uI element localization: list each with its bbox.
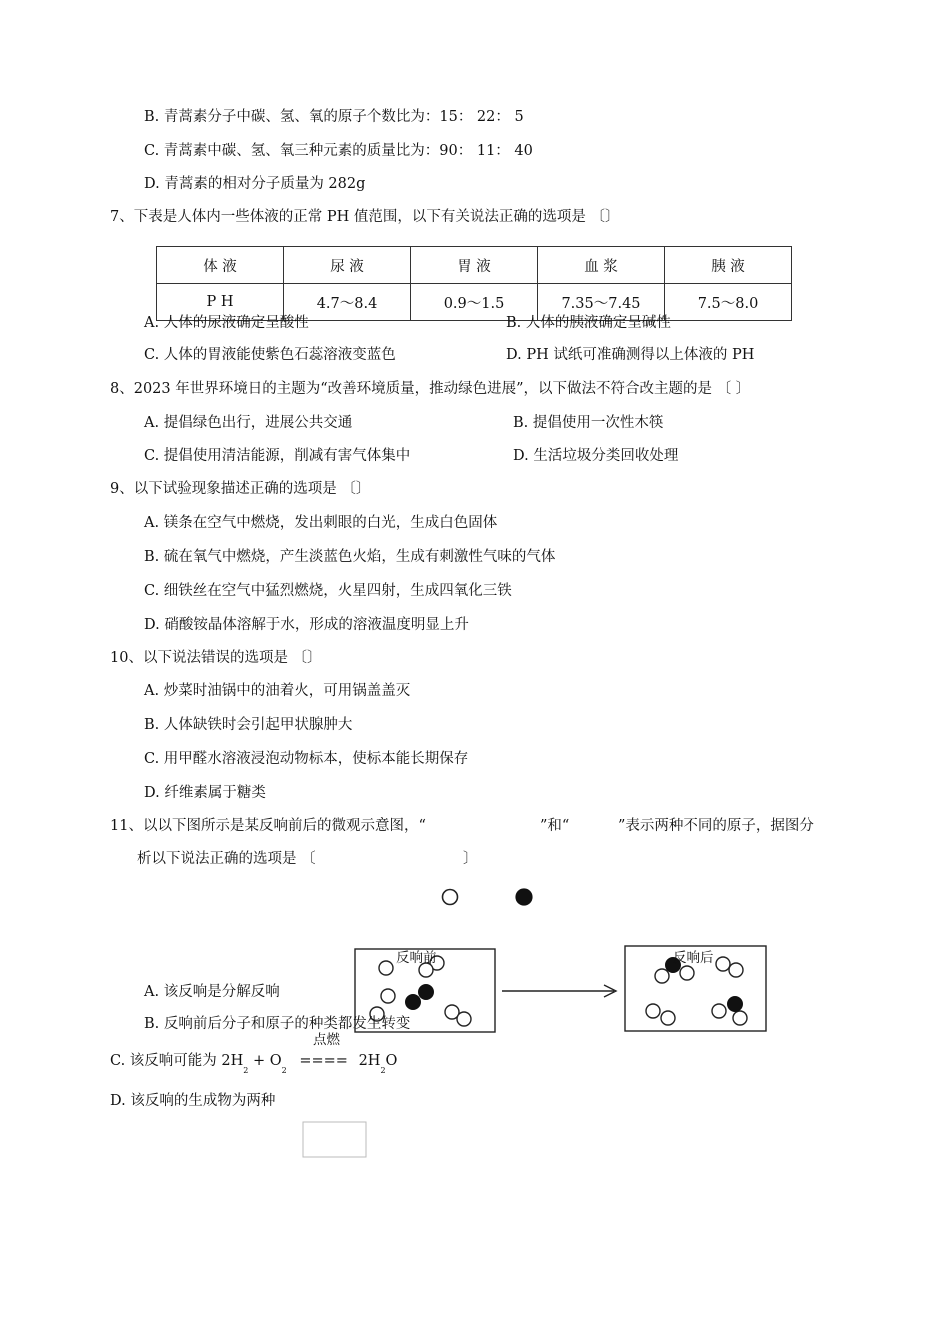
white-atom bbox=[646, 1004, 660, 1018]
white-atom bbox=[712, 1004, 726, 1018]
q8-option-b: B. 提倡使用一次性木筷 bbox=[513, 415, 664, 431]
white-atom bbox=[379, 961, 393, 975]
q11-option-b: B. 反响前后分子和原子的种类都发生转变 bbox=[144, 1016, 411, 1032]
q10-option-c: C. 用甲醛水溶液浸泡动物标本，使标本能长期保存 bbox=[144, 751, 469, 767]
q7-option-b: B. 人体的胰液确定呈碱性 bbox=[506, 315, 671, 331]
table-cell: P H bbox=[157, 284, 284, 321]
q9-option-b: B. 硫在氧气中燃烧，产生淡蓝色火焰，生成有刺激性气味的气体 bbox=[144, 549, 556, 565]
white-atom bbox=[661, 1011, 675, 1025]
white-atom bbox=[381, 989, 395, 1003]
q8-stem: 8、2023 年世界环境日的主题为“改善环境质量，推动绿色进展”，以下做法不符合改主题的是 〔 〕 bbox=[110, 381, 751, 397]
blank-box bbox=[303, 1122, 366, 1157]
q8-option-d: D. 生活垃圾分类回收处理 bbox=[513, 448, 679, 464]
equation-arrow: ==== bbox=[299, 1053, 348, 1069]
table-cell: 4.7～8.4 bbox=[284, 284, 411, 321]
white-atom bbox=[716, 957, 730, 971]
q9-option-d: D. 硝酸铵晶体溶解于水，形成的溶液温度明显上升 bbox=[144, 617, 469, 633]
q9-stem: 9、以下试验现象描述正确的选项是 〔〕 bbox=[110, 481, 371, 497]
table-cell: 0.9～1.5 bbox=[411, 284, 538, 321]
q11-stem-part1: 11、以以下图所示是某反响前后的微观示意图，“ bbox=[110, 818, 426, 834]
q10-stem: 10、以下说法错误的选项是 〔〕 bbox=[110, 650, 322, 666]
q11-option-d: D. 该反响的生成物为两种 bbox=[110, 1093, 276, 1109]
q6-option-b: B. 青蒿素分子中碳、氢、氧的原子个数比为：15： 22： 5 bbox=[144, 109, 524, 125]
table-header: 胃 液 bbox=[411, 247, 538, 284]
black-atom bbox=[419, 985, 434, 1000]
black-atom bbox=[728, 997, 743, 1012]
table-header: 尿 液 bbox=[284, 247, 411, 284]
subscript: 2 bbox=[243, 1066, 249, 1075]
q7-option-d: D. PH 试纸可准确测得以上体液的 PH bbox=[506, 347, 755, 363]
q10-option-b: B. 人体缺铁时会引起甲状腺肿大 bbox=[144, 717, 353, 733]
table-cell: 7.35～7.45 bbox=[538, 284, 665, 321]
white-atom bbox=[733, 1011, 747, 1025]
q11-option-c bbox=[110, 1051, 397, 1073]
q9-option-a: A. 镁条在空气中燃烧，发出刺眼的白光，生成白色固体 bbox=[144, 515, 498, 531]
white-atom bbox=[729, 963, 743, 977]
q8-option-a: A. 提倡绿色出行，进展公共交通 bbox=[144, 415, 353, 431]
equation-prefix: C. 该反响可能为 2H bbox=[110, 1053, 244, 1069]
table-cell: 7.5～8.0 bbox=[665, 284, 792, 321]
before-label: 反响前 bbox=[396, 950, 437, 966]
legend-white-atom bbox=[443, 890, 458, 905]
white-atom bbox=[457, 1012, 471, 1026]
table-header: 血 浆 bbox=[538, 247, 665, 284]
q10-option-a: A. 炒菜时油锅中的油着火，可用锅盖盖灭 bbox=[144, 683, 411, 699]
after-label: 反响后 bbox=[673, 950, 714, 966]
equation-plus-o: + O bbox=[252, 1053, 282, 1069]
equation-product-o: O bbox=[385, 1053, 398, 1069]
q7-option-c: C. 人体的胃液能使紫色石蕊溶液变蓝色 bbox=[144, 347, 396, 363]
subscript: 2 bbox=[380, 1066, 386, 1075]
q11-option-a: A. 该反响是分解反响 bbox=[144, 984, 280, 1000]
q11-stem-part3: ”表示两种不同的原子，据图分 bbox=[618, 818, 814, 834]
black-atom bbox=[406, 995, 421, 1010]
q11-stem-line2-end: 〕 bbox=[463, 851, 478, 867]
q6-option-c: C. 青蒿素中碳、氢、氧三种元素的质量比为：90： 11： 40 bbox=[144, 143, 533, 159]
q11-stem-part2: ”和“ bbox=[540, 818, 570, 834]
white-atom bbox=[655, 969, 669, 983]
q7-stem: 7、下表是人体内一些体液的正常 PH 值范围，以下有关说法正确的选项是 〔〕 bbox=[110, 209, 620, 225]
q9-option-c: C. 细铁丝在空气中猛烈燃烧，火星四射，生成四氧化三铁 bbox=[144, 583, 512, 599]
subscript: 2 bbox=[281, 1066, 287, 1075]
table-header: 体 液 bbox=[157, 247, 284, 284]
table-header: 胰 液 bbox=[665, 247, 792, 284]
legend-black-atom bbox=[516, 889, 532, 905]
q6-option-d: D. 青蒿素的相对分子质量为 282g bbox=[144, 176, 366, 192]
q7-option-a: A. 人体的尿液确定呈酸性 bbox=[144, 315, 309, 331]
white-atom bbox=[680, 966, 694, 980]
q11-stem-line2: 析以下说法正确的选项是 〔 bbox=[137, 851, 316, 867]
equation-product: 2H bbox=[358, 1053, 381, 1069]
q10-option-d: D. 纤维素属于糖类 bbox=[144, 785, 266, 801]
reaction-condition: 点燃 bbox=[313, 1032, 340, 1048]
q8-option-c: C. 提倡使用清洁能源，削减有害气体集中 bbox=[144, 448, 411, 464]
